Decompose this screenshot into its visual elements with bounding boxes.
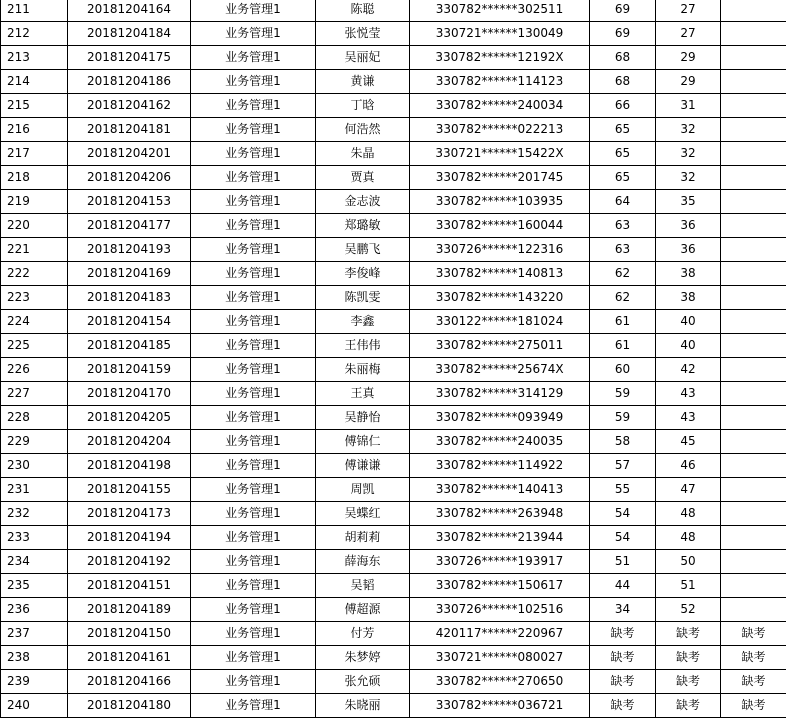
table-row [1,526,786,550]
cell-note [721,262,786,286]
cell-seq: 239 [1,670,68,694]
cell-exam-no: 20181204162 [68,94,191,118]
cell-name: 付芳 [316,622,410,646]
cell-note [721,550,786,574]
cell-note [721,214,786,238]
cell-id-no: 420117******220967 [410,622,590,646]
cell-exam-no: 20181204150 [68,622,191,646]
cell-score: 44 [590,574,656,598]
cell-score: 64 [590,190,656,214]
cell-position: 业务管理1 [191,166,316,190]
cell-id-no: 330782******143220 [410,286,590,310]
cell-seq: 211 [1,0,68,22]
cell-name: 吴静怡 [316,406,410,430]
cell-name: 薛海东 [316,550,410,574]
cell-seq: 226 [1,358,68,382]
cell-id-no: 330782******022213 [410,118,590,142]
cell-note [721,334,786,358]
cell-position: 业务管理1 [191,190,316,214]
cell-note: 缺考 [721,694,786,718]
cell-seq: 217 [1,142,68,166]
cell-score: 54 [590,526,656,550]
cell-seq: 225 [1,334,68,358]
cell-position: 业务管理1 [191,0,316,22]
cell-name: 郑璐敏 [316,214,410,238]
cell-seq: 222 [1,262,68,286]
cell-exam-no: 20181204204 [68,430,191,454]
cell-id-no: 330782******240035 [410,430,590,454]
cell-exam-no: 20181204201 [68,142,191,166]
cell-note [721,190,786,214]
cell-rank: 29 [656,46,721,70]
cell-score: 63 [590,238,656,262]
cell-exam-no: 20181204206 [68,166,191,190]
cell-note [721,0,786,22]
table-row [1,310,786,334]
cell-note [721,46,786,70]
table-row [1,622,786,646]
cell-score: 68 [590,70,656,94]
cell-position: 业务管理1 [191,310,316,334]
cell-score: 62 [590,262,656,286]
cell-note [721,478,786,502]
cell-score: 61 [590,334,656,358]
cell-name: 傅超源 [316,598,410,622]
cell-exam-no: 20181204184 [68,22,191,46]
cell-position: 业务管理1 [191,502,316,526]
cell-name: 金志波 [316,190,410,214]
cell-position: 业务管理1 [191,454,316,478]
cell-name: 王伟伟 [316,334,410,358]
cell-rank: 43 [656,406,721,430]
cell-id-no: 330782******270650 [410,670,590,694]
table-row [1,454,786,478]
cell-position: 业务管理1 [191,334,316,358]
table-row [1,430,786,454]
cell-exam-no: 20181204185 [68,334,191,358]
table-row [1,406,786,430]
table-row [1,478,786,502]
cell-score: 59 [590,382,656,406]
cell-exam-no: 20181204186 [68,70,191,94]
table-row [1,646,786,670]
cell-note [721,94,786,118]
cell-rank: 42 [656,358,721,382]
cell-position: 业务管理1 [191,598,316,622]
cell-rank: 40 [656,334,721,358]
cell-seq: 227 [1,382,68,406]
cell-note [721,142,786,166]
cell-id-no: 330782******114922 [410,454,590,478]
cell-note [721,358,786,382]
cell-seq: 236 [1,598,68,622]
cell-seq: 230 [1,454,68,478]
cell-exam-no: 20181204177 [68,214,191,238]
cell-position: 业务管理1 [191,694,316,718]
cell-name: 朱晶 [316,142,410,166]
cell-id-no: 330782******302511 [410,0,590,22]
cell-exam-no: 20181204173 [68,502,191,526]
cell-rank: 缺考 [656,622,721,646]
table-row [1,22,786,46]
cell-id-no: 330782******036721 [410,694,590,718]
cell-score: 63 [590,214,656,238]
table-row [1,598,786,622]
cell-exam-no: 20181204194 [68,526,191,550]
cell-id-no: 330782******150617 [410,574,590,598]
cell-id-no: 330782******160044 [410,214,590,238]
cell-rank: 38 [656,286,721,310]
cell-score: 65 [590,166,656,190]
cell-note: 缺考 [721,646,786,670]
cell-name: 李鑫 [316,310,410,334]
cell-note [721,502,786,526]
cell-id-no: 330782******240034 [410,94,590,118]
table-row [1,142,786,166]
cell-name: 何浩然 [316,118,410,142]
table-row [1,46,786,70]
cell-exam-no: 20181204151 [68,574,191,598]
cell-seq: 224 [1,310,68,334]
cell-seq: 213 [1,46,68,70]
cell-rank: 43 [656,382,721,406]
cell-seq: 240 [1,694,68,718]
cell-seq: 234 [1,550,68,574]
table-row [1,502,786,526]
cell-score: 65 [590,142,656,166]
cell-id-no: 330721******15422X [410,142,590,166]
cell-id-no: 330782******103935 [410,190,590,214]
cell-position: 业务管理1 [191,22,316,46]
cell-id-no: 330782******201745 [410,166,590,190]
cell-score: 34 [590,598,656,622]
table-row [1,694,786,718]
cell-note [721,430,786,454]
cell-seq: 214 [1,70,68,94]
cell-note [721,574,786,598]
cell-seq: 219 [1,190,68,214]
cell-id-no: 330122******181024 [410,310,590,334]
cell-name: 陈聪 [316,0,410,22]
cell-note [721,526,786,550]
cell-note [721,286,786,310]
cell-position: 业务管理1 [191,46,316,70]
table-row [1,574,786,598]
cell-exam-no: 20181204189 [68,598,191,622]
cell-position: 业务管理1 [191,262,316,286]
cell-score: 62 [590,286,656,310]
cell-rank: 27 [656,0,721,22]
table-row [1,118,786,142]
cell-rank: 50 [656,550,721,574]
cell-rank: 45 [656,430,721,454]
cell-note [721,238,786,262]
cell-note [721,166,786,190]
cell-rank: 36 [656,238,721,262]
cell-score: 61 [590,310,656,334]
cell-exam-no: 20181204153 [68,190,191,214]
cell-score: 58 [590,430,656,454]
table-row [1,166,786,190]
cell-exam-no: 20181204205 [68,406,191,430]
cell-position: 业务管理1 [191,574,316,598]
cell-note [721,22,786,46]
cell-rank: 缺考 [656,646,721,670]
cell-position: 业务管理1 [191,478,316,502]
cell-id-no: 330782******263948 [410,502,590,526]
cell-score: 缺考 [590,622,656,646]
cell-exam-no: 20181204198 [68,454,191,478]
cell-rank: 47 [656,478,721,502]
cell-rank: 35 [656,190,721,214]
cell-exam-no: 20181204166 [68,670,191,694]
cell-exam-no: 20181204159 [68,358,191,382]
table-row [1,70,786,94]
cell-id-no: 330726******193917 [410,550,590,574]
cell-position: 业务管理1 [191,670,316,694]
cell-seq: 237 [1,622,68,646]
table-row [1,670,786,694]
cell-rank: 32 [656,118,721,142]
cell-exam-no: 20181204154 [68,310,191,334]
cell-score: 缺考 [590,646,656,670]
table-row [1,358,786,382]
cell-seq: 235 [1,574,68,598]
cell-id-no: 330782******093949 [410,406,590,430]
cell-position: 业务管理1 [191,430,316,454]
cell-rank: 48 [656,502,721,526]
cell-name: 吴丽妃 [316,46,410,70]
cell-score: 66 [590,94,656,118]
cell-exam-no: 20181204183 [68,286,191,310]
cell-position: 业务管理1 [191,238,316,262]
cell-seq: 216 [1,118,68,142]
cell-seq: 221 [1,238,68,262]
cell-position: 业务管理1 [191,526,316,550]
cell-score: 55 [590,478,656,502]
cell-rank: 32 [656,142,721,166]
cell-id-no: 330782******275011 [410,334,590,358]
cell-score: 51 [590,550,656,574]
cell-exam-no: 20181204180 [68,694,191,718]
cell-seq: 228 [1,406,68,430]
table-row [1,190,786,214]
cell-seq: 220 [1,214,68,238]
cell-position: 业务管理1 [191,646,316,670]
cell-exam-no: 20181204155 [68,478,191,502]
cell-rank: 缺考 [656,670,721,694]
cell-rank: 32 [656,166,721,190]
cell-score: 69 [590,0,656,22]
cell-id-no: 330782******314129 [410,382,590,406]
cell-id-no: 330726******102516 [410,598,590,622]
cell-note [721,598,786,622]
cell-name: 周凯 [316,478,410,502]
table-row [1,94,786,118]
cell-seq: 229 [1,430,68,454]
table-row [1,262,786,286]
cell-position: 业务管理1 [191,358,316,382]
cell-seq: 232 [1,502,68,526]
cell-seq: 238 [1,646,68,670]
cell-name: 黄谦 [316,70,410,94]
cell-name: 陈凯雯 [316,286,410,310]
cell-rank: 51 [656,574,721,598]
table-row [1,238,786,262]
cell-score: 69 [590,22,656,46]
cell-rank: 29 [656,70,721,94]
cell-seq: 215 [1,94,68,118]
cell-position: 业务管理1 [191,142,316,166]
cell-name: 丁晗 [316,94,410,118]
cell-position: 业务管理1 [191,118,316,142]
cell-score: 缺考 [590,670,656,694]
cell-score: 57 [590,454,656,478]
cell-note: 缺考 [721,622,786,646]
cell-id-no: 330782******114123 [410,70,590,94]
cell-position: 业务管理1 [191,286,316,310]
cell-note [721,454,786,478]
cell-name: 傅锦仁 [316,430,410,454]
cell-score: 59 [590,406,656,430]
cell-name: 朱晓丽 [316,694,410,718]
cell-position: 业务管理1 [191,550,316,574]
cell-name: 张允硕 [316,670,410,694]
cell-rank: 52 [656,598,721,622]
cell-rank: 36 [656,214,721,238]
cell-note [721,310,786,334]
cell-id-no: 330782******140813 [410,262,590,286]
cell-score: 65 [590,118,656,142]
cell-position: 业务管理1 [191,214,316,238]
cell-rank: 48 [656,526,721,550]
cell-id-no: 330721******080027 [410,646,590,670]
table-row [1,214,786,238]
cell-name: 吴鹏飞 [316,238,410,262]
cell-id-no: 330782******25674X [410,358,590,382]
cell-exam-no: 20181204181 [68,118,191,142]
cell-name: 吴蝶红 [316,502,410,526]
cell-score: 缺考 [590,694,656,718]
cell-exam-no: 20181204170 [68,382,191,406]
cell-position: 业务管理1 [191,406,316,430]
cell-name: 朱丽梅 [316,358,410,382]
table-row [1,382,786,406]
cell-score: 68 [590,46,656,70]
cell-name: 贾真 [316,166,410,190]
table-row [1,550,786,574]
cell-id-no: 330782******12192X [410,46,590,70]
cell-position: 业务管理1 [191,70,316,94]
cell-rank: 缺考 [656,694,721,718]
cell-note: 缺考 [721,670,786,694]
cell-name: 王真 [316,382,410,406]
cell-exam-no: 20181204175 [68,46,191,70]
cell-id-no: 330782******213944 [410,526,590,550]
cell-position: 业务管理1 [191,94,316,118]
cell-id-no: 330721******130049 [410,22,590,46]
cell-rank: 27 [656,22,721,46]
cell-score: 60 [590,358,656,382]
cell-exam-no: 20181204192 [68,550,191,574]
cell-note [721,118,786,142]
cell-id-no: 330726******122316 [410,238,590,262]
cell-name: 傅谦谦 [316,454,410,478]
cell-rank: 38 [656,262,721,286]
cell-seq: 233 [1,526,68,550]
cell-name: 朱梦婷 [316,646,410,670]
cell-seq: 223 [1,286,68,310]
cell-rank: 40 [656,310,721,334]
table-row [1,0,786,22]
cell-name: 吴韬 [316,574,410,598]
cell-position: 业务管理1 [191,622,316,646]
cell-exam-no: 20181204193 [68,238,191,262]
cell-exam-no: 20181204164 [68,0,191,22]
cell-id-no: 330782******140413 [410,478,590,502]
cell-seq: 218 [1,166,68,190]
cell-exam-no: 20181204161 [68,646,191,670]
cell-rank: 31 [656,94,721,118]
cell-position: 业务管理1 [191,382,316,406]
cell-seq: 231 [1,478,68,502]
table-row [1,334,786,358]
cell-rank: 46 [656,454,721,478]
cell-exam-no: 20181204169 [68,262,191,286]
table-row [1,286,786,310]
cell-name: 张悦莹 [316,22,410,46]
cell-seq: 212 [1,22,68,46]
cell-score: 54 [590,502,656,526]
cell-note [721,70,786,94]
cell-note [721,382,786,406]
cell-name: 李俊峰 [316,262,410,286]
cell-name: 胡莉莉 [316,526,410,550]
cell-note [721,406,786,430]
